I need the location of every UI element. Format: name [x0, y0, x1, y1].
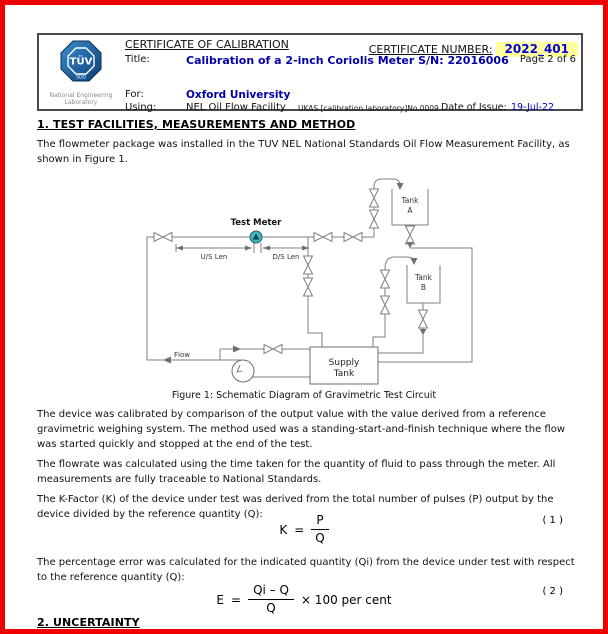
- eq2-denominator: Q: [266, 601, 276, 615]
- certificate-number-label: CERTIFICATE NUMBER:: [368, 43, 493, 56]
- tank-a-inlet-arrow-icon: [397, 183, 404, 190]
- section2-heading: 2. UNCERTAINTY: [37, 616, 140, 629]
- valve-icon: [406, 226, 415, 244]
- date-of-issue-value: 19-Jul-22: [511, 102, 555, 113]
- date-of-issue-label: Date of Issue:: [441, 102, 507, 113]
- header-fields: [123, 37, 578, 113]
- facility-name: NEL Oil Flow Facility: [186, 102, 286, 113]
- pump-icon: [232, 360, 254, 382]
- paragraph-1: The flowmeter package was installed in the TUV NEL National Standards Oil Flow Measurement Facility, as shown in Figure 1.: [37, 139, 570, 165]
- header-row-using: [123, 102, 578, 116]
- tuv-sud-logo-icon: [57, 37, 105, 91]
- eq1-lhs: K: [279, 522, 288, 537]
- eq1-fraction: [311, 513, 328, 546]
- for-label: For:: [125, 89, 144, 100]
- pipe-test-line: [147, 237, 374, 360]
- flow-direction-arrow-icon: [163, 357, 171, 364]
- page-number: Page 2 of 6: [519, 54, 576, 65]
- figure-caption: Figure 1: Schematic Diagram of Gravimetric Test Circuit: [171, 390, 437, 401]
- logo-org-line2: Laboratory: [64, 99, 98, 106]
- bypass-arrow-icon: [233, 346, 241, 353]
- equation-1-number: ( 1 ): [542, 515, 563, 526]
- document-title: Calibration of a 2-inch Coriolis Meter S/N: 22016006: [186, 54, 509, 67]
- eq1-numerator: P: [311, 513, 328, 530]
- supply-tank-label-line2: Tank: [333, 369, 355, 379]
- valve-icon: [370, 210, 379, 228]
- valve-icon: [344, 233, 362, 242]
- valve-icon: [264, 345, 282, 354]
- valve-icon: [381, 270, 390, 288]
- tank-b-label-line2: B: [420, 283, 427, 292]
- header-row-doc-type: [123, 38, 578, 56]
- using-label: Using:: [125, 102, 157, 113]
- valve-icon: [154, 233, 172, 242]
- ukas-accreditation-note: UKAS [calibration laboratory]No.0009: [298, 104, 439, 113]
- certificate-number-value: 2022_401: [496, 42, 578, 57]
- certificate-header-box: [37, 33, 583, 111]
- equation-2-number: ( 2 ): [542, 586, 563, 597]
- test-meter-label: Test Meter: [230, 218, 282, 228]
- test-meter-symbol: [250, 231, 262, 243]
- us-len-label: U/S Len: [200, 253, 228, 261]
- tank-b-label-line1: Tank: [414, 273, 433, 282]
- paragraph-3: The flowrate was calculated using the time taken for the quantity of fluid to pass through the meter. All measurements are fully traceable to National Standards.: [37, 459, 556, 485]
- section1-heading: 1. TEST FACILITIES, MEASUREMENTS AND METHOD: [37, 118, 356, 131]
- supply-tank-label-line1: Supply: [328, 358, 360, 368]
- pipe-tank-a-drain: [378, 225, 472, 362]
- eq2-fraction: [248, 583, 294, 616]
- header-row-title: [123, 54, 578, 68]
- tank-a-label-line1: Tank: [401, 196, 419, 205]
- logo-org-line1: National Engineering: [49, 92, 113, 99]
- valve-icon: [381, 296, 390, 314]
- ds-len-label: D/S Len: [272, 253, 300, 261]
- logo-tuv-text: TÜV: [69, 56, 93, 68]
- paragraph-2: The device was calibrated by comparison of the output value with the value derived from a reference gravimetric weighing system. The method used was a standing-start-and-finish technique where the flow was started quickly and stopped at the end of the test.: [37, 409, 566, 450]
- valve-icon: [304, 278, 313, 296]
- pipe-tank-b-riser: [373, 257, 414, 347]
- flow-label: Flow: [174, 351, 190, 359]
- dimension-arrow-icon: [176, 246, 183, 251]
- valve-icon: [304, 256, 313, 274]
- client-name: Oxford University: [186, 89, 291, 101]
- gravimetric-test-circuit-diagram: [120, 172, 480, 388]
- valve-icons: [154, 189, 428, 354]
- logo-sud-text: SÜD: [76, 75, 86, 81]
- logo-org-name: [39, 92, 123, 106]
- title-label: Title:: [125, 54, 150, 65]
- diagram-labels: [174, 196, 433, 379]
- equation-2: [5, 583, 603, 616]
- dimension-arrow-icon: [245, 246, 252, 251]
- eq2-lhs: E: [216, 592, 225, 607]
- paragraph-5: The percentage error was calculated for the indicated quantity (Qi) from the device under test with respect to the reference quantity (Q):: [37, 557, 575, 583]
- eq1-denominator: Q: [315, 531, 325, 545]
- eq2-equals: =: [231, 592, 242, 607]
- eq1-equals: =: [294, 522, 305, 537]
- tank-a-label-line2: A: [407, 206, 413, 215]
- equation-1: [5, 513, 603, 546]
- tank-b-outlet-arrow-icon: [420, 329, 427, 335]
- eq2-suffix: × 100 per cent: [300, 592, 392, 607]
- tank-b-inlet-arrow-icon: [411, 258, 418, 265]
- dimension-arrow-icon: [263, 246, 270, 251]
- header-row-for: [123, 89, 578, 103]
- tank-a-outlet-arrow-icon: [407, 242, 414, 248]
- eq2-numerator: Qi – Q: [248, 583, 294, 600]
- paragraph-4: The K-Factor (K) of the device under test was derived from the total number of pulses (P) output by the device divided by the reference quantity (Q):: [37, 494, 554, 520]
- doc-type-title: CERTIFICATE OF CALIBRATION: [125, 38, 289, 51]
- valve-icon: [419, 310, 428, 328]
- tuv-logo-block: [39, 35, 123, 109]
- valve-icon: [370, 189, 379, 207]
- valve-icon: [314, 233, 332, 242]
